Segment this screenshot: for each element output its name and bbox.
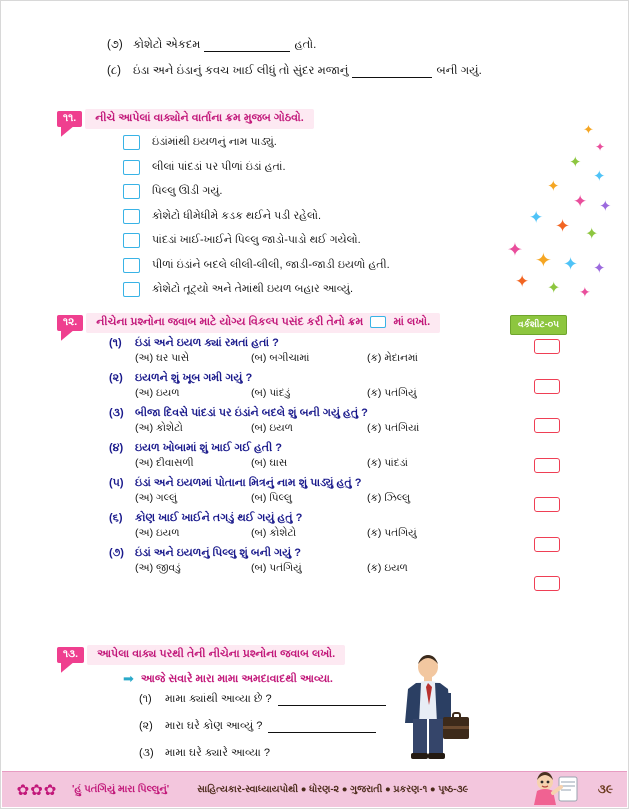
mcq-option[interactable]: (ક) પતંગિયું (367, 527, 417, 539)
mcq-question: ઇયળને શું ખૂબ ગમી ગયું ? (135, 372, 253, 384)
order-input-box[interactable] (123, 258, 140, 273)
answer-box[interactable] (534, 339, 560, 354)
fill-row (107, 39, 577, 52)
order-input-box[interactable] (370, 316, 386, 328)
answer-blank[interactable] (278, 695, 386, 706)
butterfly-icon: ✦ (535, 250, 552, 272)
list-item-label: પીળાં ઇંડાંને બદલે લીલી-લીલી, જાડી-જાડી ઇયળો હતી. (152, 258, 390, 271)
answer-blank[interactable] (268, 722, 376, 733)
butterfly-icon: ✦ (583, 122, 594, 137)
mcq-item (109, 372, 529, 400)
businessman-svg (383, 653, 475, 763)
question-11-title: નીચે આપેલાં વાક્યોને વાર્તાના ક્રમ મુજબ ગોઠવો. (85, 109, 314, 129)
answer-box[interactable] (534, 537, 560, 552)
mcq-index: (૨) (109, 372, 123, 384)
order-input-box[interactable] (123, 184, 140, 199)
answer-boxes-column (534, 339, 560, 616)
butterfly-icon: ✦ (529, 208, 544, 227)
mcq-option[interactable]: (ક) પતંગિયાં (367, 422, 420, 434)
list-item (123, 258, 543, 273)
mcq-index: (૬) (109, 512, 123, 524)
businessman-illustration (383, 653, 475, 763)
item-index: (૭) (107, 39, 123, 51)
item-index: (૩) (139, 747, 154, 759)
mcq-question: ઇંડાં અને ઇયળમાં પોતાના મિત્રનું નામ શું પાડ્યું હતું ? (135, 477, 362, 489)
mcq-question: ઇયળ ખોબામાં શું ખાઈ ગઈ હતી ? (135, 442, 282, 454)
butterfly-icon: ✦ (585, 226, 599, 243)
page-number: ૩૯ (597, 782, 613, 796)
question-13-header (57, 645, 345, 665)
mcq-option[interactable]: (અ) જીવડું (135, 562, 181, 574)
mcq-option[interactable]: (અ) કોશેટો (135, 422, 183, 434)
butterfly-icon: ✦ (593, 260, 606, 277)
footer-decoration: ✿✿✿ (16, 781, 58, 799)
question-13-number: ૧૩. (57, 647, 84, 663)
kid-svg (529, 771, 581, 805)
question-11-order-list (123, 135, 543, 307)
list-item (123, 135, 543, 150)
item-index: (૧) (139, 693, 152, 705)
butterfly-icon: ✦ (507, 240, 523, 261)
list-item (123, 184, 543, 199)
item-text-after: બની ગયું. (436, 65, 482, 77)
footer-meta: સાહિત્યકાર-સ્વાધ્યાયપોથી ● ધોરણ-૨ ● ગુજરાતી ● પ્રકરણ-૧ ● પૃષ્ઠ-૩૯ (197, 784, 469, 795)
list-item (123, 233, 543, 248)
butterfly-icon: ✦ (593, 168, 606, 185)
mcq-item (109, 407, 529, 435)
mcq-option[interactable]: (બ) પિલ્લુ (251, 492, 292, 504)
list-item (123, 208, 544, 227)
question-12-title-after: માં લખો. (393, 316, 431, 328)
prompt-sentence: આજે સવારે મારા મામા અમદાવાદથી આવ્યા. (140, 672, 333, 685)
question-13-title: આપેલા વાક્ય પરથી તેની નીચેના પ્રશ્નોના જવાબ લખો. (87, 645, 345, 665)
answer-blank[interactable] (204, 41, 290, 52)
item-index: (૮) (107, 65, 121, 77)
mcq-option[interactable]: (બ) પાંદડું (251, 387, 291, 399)
question-12-title (86, 313, 440, 333)
mcq-index: (૭) (109, 547, 124, 559)
butterfly-icon: ✦ (599, 198, 612, 215)
answer-box[interactable] (534, 418, 560, 433)
mcq-option[interactable]: (અ) ઇયળ (135, 387, 180, 399)
list-item-label: કોશેટો ધીમેધીમે કડક થઈને પડી રહેલો. (152, 209, 322, 222)
mcq-option[interactable]: (ક) મેદાનમાં (367, 352, 418, 364)
mcq-option[interactable]: (ક) પાંદડાં (367, 457, 408, 469)
answer-box[interactable] (534, 576, 560, 591)
order-input-box[interactable] (123, 135, 140, 150)
list-item (123, 160, 543, 175)
list-item-label: લીલાં પાંદડાં પર પીળાં ઇંડાં હતાં. (152, 160, 286, 173)
butterflies-decoration (499, 121, 625, 311)
butterfly-icon: ✦ (579, 284, 591, 300)
mcq-index: (૫) (109, 477, 124, 489)
order-input-box[interactable] (123, 209, 140, 224)
question-11-number: ૧૧. (57, 111, 82, 127)
mcq-option[interactable]: (ક) ઝિલ્લુ (367, 492, 411, 504)
order-input-box[interactable] (123, 233, 140, 248)
mcq-item (109, 477, 529, 505)
mcq-item (109, 512, 529, 540)
mcq-option[interactable]: (અ) ઘર પાસે (135, 352, 190, 364)
butterfly-icon: ✦ (547, 280, 561, 297)
page-footer (2, 771, 627, 807)
footer-lesson-title: 'હું પતંગિયું મારા પિલ્લુનું' (72, 784, 170, 795)
list-item-label: પિલ્લુ ઊડી ગયું. (152, 185, 223, 197)
fill-in-the-blanks-section (107, 39, 577, 91)
butterfly-icon: ✦ (555, 216, 571, 236)
question-12-mcq-list (109, 337, 529, 582)
mcq-index: (૩) (109, 407, 124, 419)
question-13-prompt (123, 671, 333, 687)
list-item (123, 282, 543, 297)
butterfly-icon: ✦ (563, 254, 579, 274)
mcq-index: (૪) (109, 442, 124, 454)
mcq-option[interactable]: (અ) ઇયળ (135, 527, 180, 539)
item-index: (૨) (139, 720, 153, 732)
mcq-option[interactable]: (ક) પતંગિયું (367, 387, 417, 399)
item-question: મામા ઘરે ક્યારે આવ્યા ? (165, 747, 271, 759)
mcq-option[interactable]: (બ) બગીચામાં (251, 352, 310, 364)
list-item-label: ઇંડાંમાંથી ઇયળનું નામ પાડ્યું. (152, 136, 277, 148)
list-item-label: પાંદડાં ખાઈ-ખાઈને પિલ્લુ જાડો-પાડો થઈ ગયેલો. (152, 234, 361, 246)
butterfly-icon: ✦ (569, 154, 582, 171)
mcq-question: બીજા દિવસે પાંદડાં પર ઇંડાંને બદલે શું બની ગયું હતું ? (135, 407, 368, 419)
item-question: મારા ઘરે કોણ આવ્યું ? (165, 720, 263, 732)
question-11-header (57, 109, 314, 129)
mcq-option[interactable]: (બ) ઘાસ (251, 457, 288, 469)
mcq-option[interactable]: (અ) ગલ્લું (135, 492, 178, 504)
mcq-question: કોણ ખાઈ ખાઈને તગડું થઈ ગયું હતું ? (135, 512, 303, 524)
question-12-header (57, 313, 440, 333)
fill-row (107, 65, 577, 78)
butterfly-icon: ✦ (595, 140, 606, 154)
mcq-question: ઇંડાં અને ઇયળનું પિલ્લુ શું બની ગયું ? (135, 547, 301, 559)
kid-illustration (529, 771, 581, 805)
butterfly-icon: ✦ (573, 192, 588, 211)
question-12-number: ૧૨. (57, 315, 83, 331)
mcq-option[interactable]: (ક) ઇયળ (367, 562, 408, 574)
mcq-question: ઇંડાં અને ઇયળ ક્યાં રમતાં હતાં ? (135, 337, 279, 349)
item-question: મામા ક્યાંથી આવ્યા છે ? (165, 693, 272, 705)
order-input-box[interactable] (123, 160, 140, 175)
answer-box[interactable] (534, 379, 560, 394)
butterfly-icon: ✦ (547, 178, 560, 195)
answer-box[interactable] (534, 497, 560, 512)
mcq-option[interactable]: (બ) કોશેટો (251, 527, 297, 539)
mcq-option[interactable]: (બ) પતંગિયું (251, 562, 302, 574)
butterfly-icon: ✦ (515, 272, 530, 291)
list-item-label: કોશેટો તૂટ્યો અને તેમાંથી ઇયળ બહાર આવ્યું. (152, 283, 354, 295)
mcq-index: (૧) (109, 337, 122, 349)
order-input-box[interactable] (123, 282, 140, 297)
mcq-option[interactable]: (બ) ઇયળ (251, 422, 293, 434)
arrow-right-icon: ➡ (123, 671, 134, 686)
item-text-before: કોશેટો એકદમ (133, 39, 201, 51)
worksheet-badge: વર્કશીટ-૦૫ (510, 315, 567, 335)
answer-box[interactable] (534, 458, 560, 473)
mcq-item (109, 442, 529, 470)
item-text-before: ઇંડા અને ઇંડાનું કવચ ખાઈ લીધું તો સુંદર મજાનું (133, 65, 349, 77)
mcq-item (109, 337, 529, 365)
item-text-after: હતો. (294, 39, 317, 51)
answer-blank[interactable] (352, 67, 432, 78)
mcq-item (109, 547, 529, 575)
mcq-option[interactable]: (અ) દીવાસળી (135, 457, 194, 469)
question-12-title-before: નીચેના પ્રશ્નોના જવાબ માટે યોગ્ય વિકલ્પ પસંદ કરી તેનો ક્રમ (96, 316, 364, 328)
